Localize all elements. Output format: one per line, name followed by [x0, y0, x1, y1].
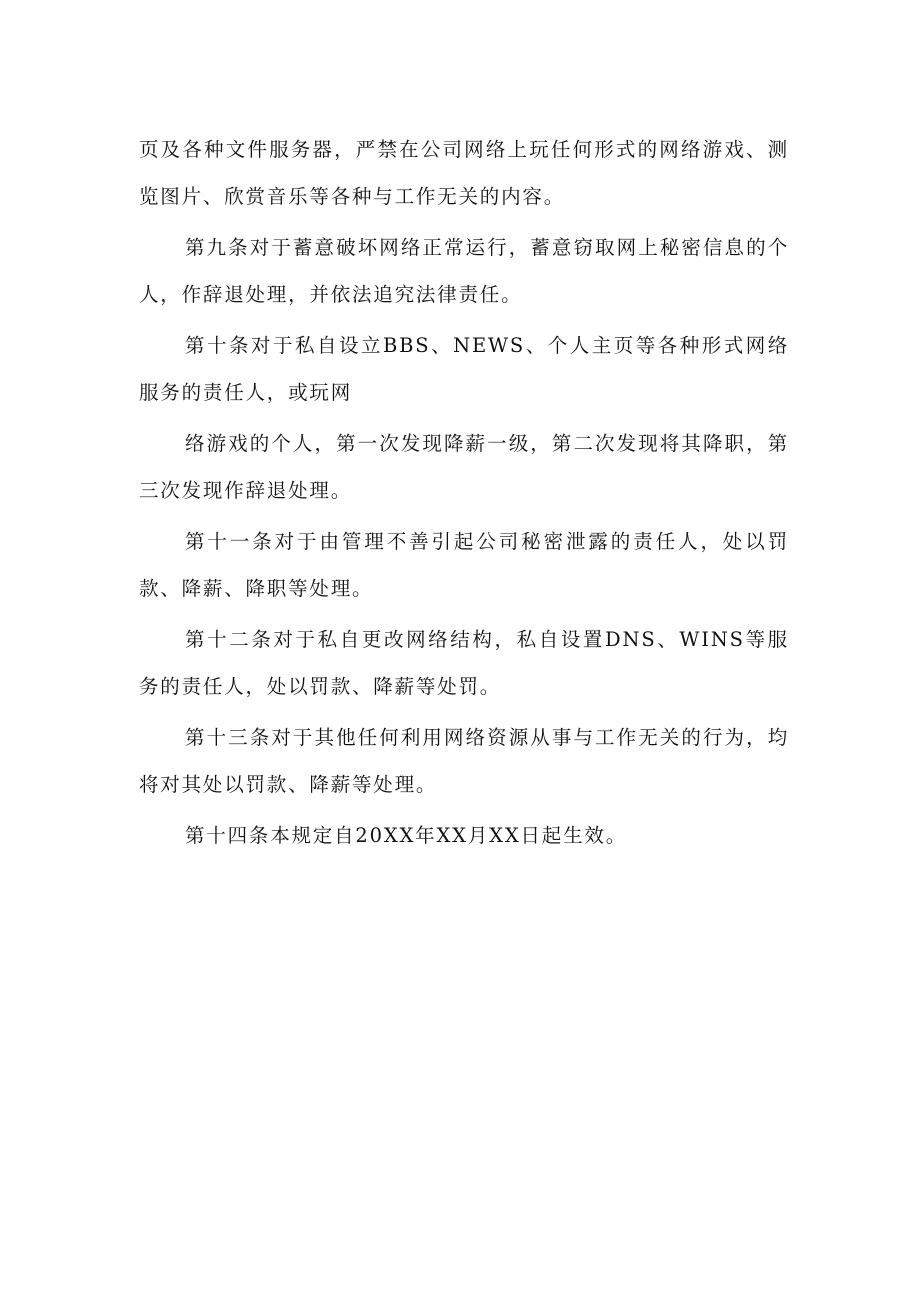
paragraph-article-11: 第十一条对于由管理不善引起公司秘密泄露的责任人，处以罚款、降薪、降职等处理。 — [139, 530, 789, 600]
paragraph-article-9: 第九条对于蓄意破坏网络正常运行，蓄意窃取网上秘密信息的个人，作辞退处理，并依法追究法律责任。 — [139, 236, 789, 306]
paragraph-article-13: 第十三条对于其他任何利用网络资源从事与工作无关的行为，均将对其处以罚款、降薪等处理。 — [139, 726, 789, 796]
paragraph-article-10-continued: 络游戏的个人，第一次发现降薪一级，第二次发现将其降职，第三次发现作辞退处理。 — [139, 432, 789, 502]
paragraph-article-12: 第十二条对于私自更改网络结构，私自设置DNS、WINS等服务的责任人，处以罚款、降薪等处罚。 — [139, 628, 789, 698]
paragraph-server-usage: 页及各种文件服务器，严禁在公司网络上玩任何形式的网络游戏、测览图片、欣赏音乐等各种与工作无关的内容。 — [139, 138, 789, 208]
document-body — [139, 126, 789, 863]
paragraph-article-10: 第十条对于私自设立BBS、NEWS、个人主页等各种形式网络服务的责任人，或玩网 — [139, 334, 789, 404]
paragraph-article-14: 第十四条本规定自20XX年XX月XX日起生效。 — [185, 824, 628, 847]
